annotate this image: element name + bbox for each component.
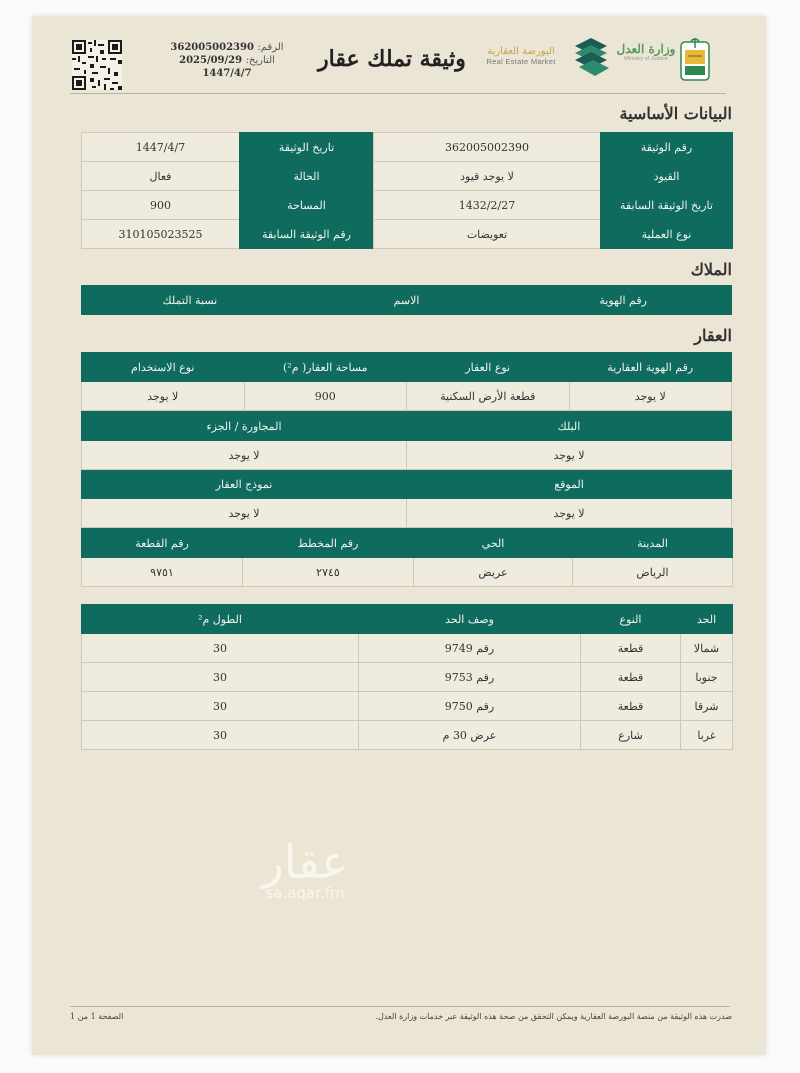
basic-info-table <box>81 132 733 249</box>
label-document-number: رقم الوثيقة <box>601 133 733 162</box>
header-property-id: رقم الهوية العقارية <box>569 353 732 382</box>
value-location: لا يوجد <box>407 499 732 528</box>
section-title-property: العقار <box>694 326 732 345</box>
value-property-model: لا يوجد <box>82 499 407 528</box>
document-page <box>32 16 766 1055</box>
header-plot-number: رقم القطعة <box>82 529 243 558</box>
boundary-description: رقم 9750 <box>359 692 581 721</box>
table-row <box>82 382 732 411</box>
boundary-length: 30 <box>82 721 359 750</box>
boundary-direction: شرقا <box>681 692 733 721</box>
logos <box>476 36 736 86</box>
label-previous-document-number: رقم الوثيقة السابقة <box>240 220 374 249</box>
section-title-basic-info: البيانات الأساسية <box>619 104 732 123</box>
table-row <box>82 220 733 249</box>
value-plot-number: ٩٧٥١ <box>82 558 243 587</box>
document-number: 362005002390 <box>170 42 254 53</box>
header-boundary: الحد <box>681 605 733 634</box>
number-label: الرقم: <box>257 42 284 53</box>
footer-divider <box>70 1006 730 1007</box>
header-plan-number: رقم المخطط <box>243 529 414 558</box>
date-gregorian: 2025/09/29 <box>179 55 243 66</box>
boundary-direction: شمالا <box>681 634 733 663</box>
footer-note: صدرت هذه الوثيقة من منصة البورصة العقارية ويمكن التحقق من صحة هذه الوثيقة عبر خدمات وزارة العدل. <box>375 1012 732 1021</box>
table-row <box>82 162 733 191</box>
header-property-type: نوع العقار <box>407 353 570 382</box>
table-header-row <box>82 605 733 634</box>
table-row <box>82 634 733 663</box>
boundary-length: 30 <box>82 663 359 692</box>
table-header-row <box>82 470 732 499</box>
qr-code-icon <box>72 40 122 90</box>
header-usage-type: نوع الاستخدام <box>82 353 245 382</box>
ministry-of-justice-logo-text: وزارة العدل Ministry of Justice <box>616 42 676 62</box>
aqar-watermark: عقار sa.aqar.fm <box>261 835 349 902</box>
value-property-id: لا يوجد <box>569 382 732 411</box>
value-usage-type: لا يوجد <box>82 382 245 411</box>
value-status: فعال <box>82 162 240 191</box>
header-property-area: مساحة العقار( م²) <box>244 353 407 382</box>
value-operation-type: تعويضات <box>374 220 601 249</box>
value-restrictions: لا يوجد قيود <box>374 162 601 191</box>
boundary-type: قطعة <box>581 634 681 663</box>
real-estate-market-logo-text: البورصة العقارية Real Estate Market <box>486 46 556 66</box>
label-restrictions: القيود <box>601 162 733 191</box>
document-header <box>32 16 766 96</box>
boundary-type: قطعة <box>581 663 681 692</box>
block-table <box>81 411 732 528</box>
location-table <box>81 528 733 587</box>
value-previous-document-number: 310105023525 <box>82 220 240 249</box>
value-neighborhood-part: لا يوجد <box>82 441 407 470</box>
real-estate-market-logo-icon <box>571 36 613 78</box>
label-previous-document-date: تاريخ الوثيقة السابقة <box>601 191 733 220</box>
header-property-model: نموذج العقار <box>82 470 407 499</box>
property-table <box>81 352 732 411</box>
boundary-length: 30 <box>82 692 359 721</box>
table-row <box>82 499 732 528</box>
header-length: الطول م² <box>82 605 359 634</box>
table-row <box>82 692 733 721</box>
table-header-row <box>82 286 732 315</box>
boundary-length: 30 <box>82 634 359 663</box>
value-block: لا يوجد <box>407 441 732 470</box>
table-row <box>82 558 733 587</box>
header-city: المدينة <box>573 529 733 558</box>
header-type: النوع <box>581 605 681 634</box>
value-property-type: قطعة الأرض السكنية <box>407 382 570 411</box>
value-property-area: 900 <box>244 382 407 411</box>
boundary-type: شارع <box>581 721 681 750</box>
header-neighborhood-part: المجاورة / الجزء <box>82 412 407 441</box>
boundary-description: عرض 30 م <box>359 721 581 750</box>
page-number: الصفحة 1 من 1 <box>70 1012 124 1021</box>
date-label: التاريخ: <box>245 55 275 66</box>
boundary-description: رقم 9749 <box>359 634 581 663</box>
header-divider <box>70 93 726 94</box>
table-row <box>82 191 733 220</box>
owners-table <box>81 285 732 315</box>
header-location: الموقع <box>407 470 732 499</box>
header-ownership-ratio: نسبة التملك <box>82 286 299 315</box>
table-row <box>82 133 733 162</box>
table-row <box>82 441 732 470</box>
section-title-owners: الملاك <box>690 260 732 279</box>
label-area: المساحة <box>240 191 374 220</box>
table-header-row <box>82 529 733 558</box>
value-document-number: 362005002390 <box>374 133 601 162</box>
table-row <box>82 721 733 750</box>
header-boundary-description: وصف الحد <box>359 605 581 634</box>
header-id-number: رقم الهوية <box>515 286 732 315</box>
header-name: الاسم <box>298 286 515 315</box>
table-header-row <box>82 353 732 382</box>
label-document-date: تاريخ الوثيقة <box>240 133 374 162</box>
value-district: عريض <box>414 558 573 587</box>
label-operation-type: نوع العملية <box>601 220 733 249</box>
boundary-direction: غربا <box>681 721 733 750</box>
boundary-type: قطعة <box>581 692 681 721</box>
ministry-emblem-icon <box>680 36 710 82</box>
value-city: الرياض <box>573 558 733 587</box>
page-title: وثيقة تملك عقار <box>318 46 466 72</box>
boundary-description: رقم 9753 <box>359 663 581 692</box>
value-previous-document-date: 1432/2/27 <box>374 191 601 220</box>
boundary-direction: جنوبا <box>681 663 733 692</box>
label-status: الحالة <box>240 162 374 191</box>
table-row <box>82 663 733 692</box>
table-header-row <box>82 412 732 441</box>
boundaries-table <box>81 604 733 750</box>
header-block: البلك <box>407 412 732 441</box>
value-plan-number: ٢٧٤٥ <box>243 558 414 587</box>
value-area: 900 <box>82 191 240 220</box>
document-meta <box>162 41 292 80</box>
value-document-date: 1447/4/7 <box>82 133 240 162</box>
date-hijri: 1447/4/7 <box>202 68 252 79</box>
header-district: الحي <box>414 529 573 558</box>
